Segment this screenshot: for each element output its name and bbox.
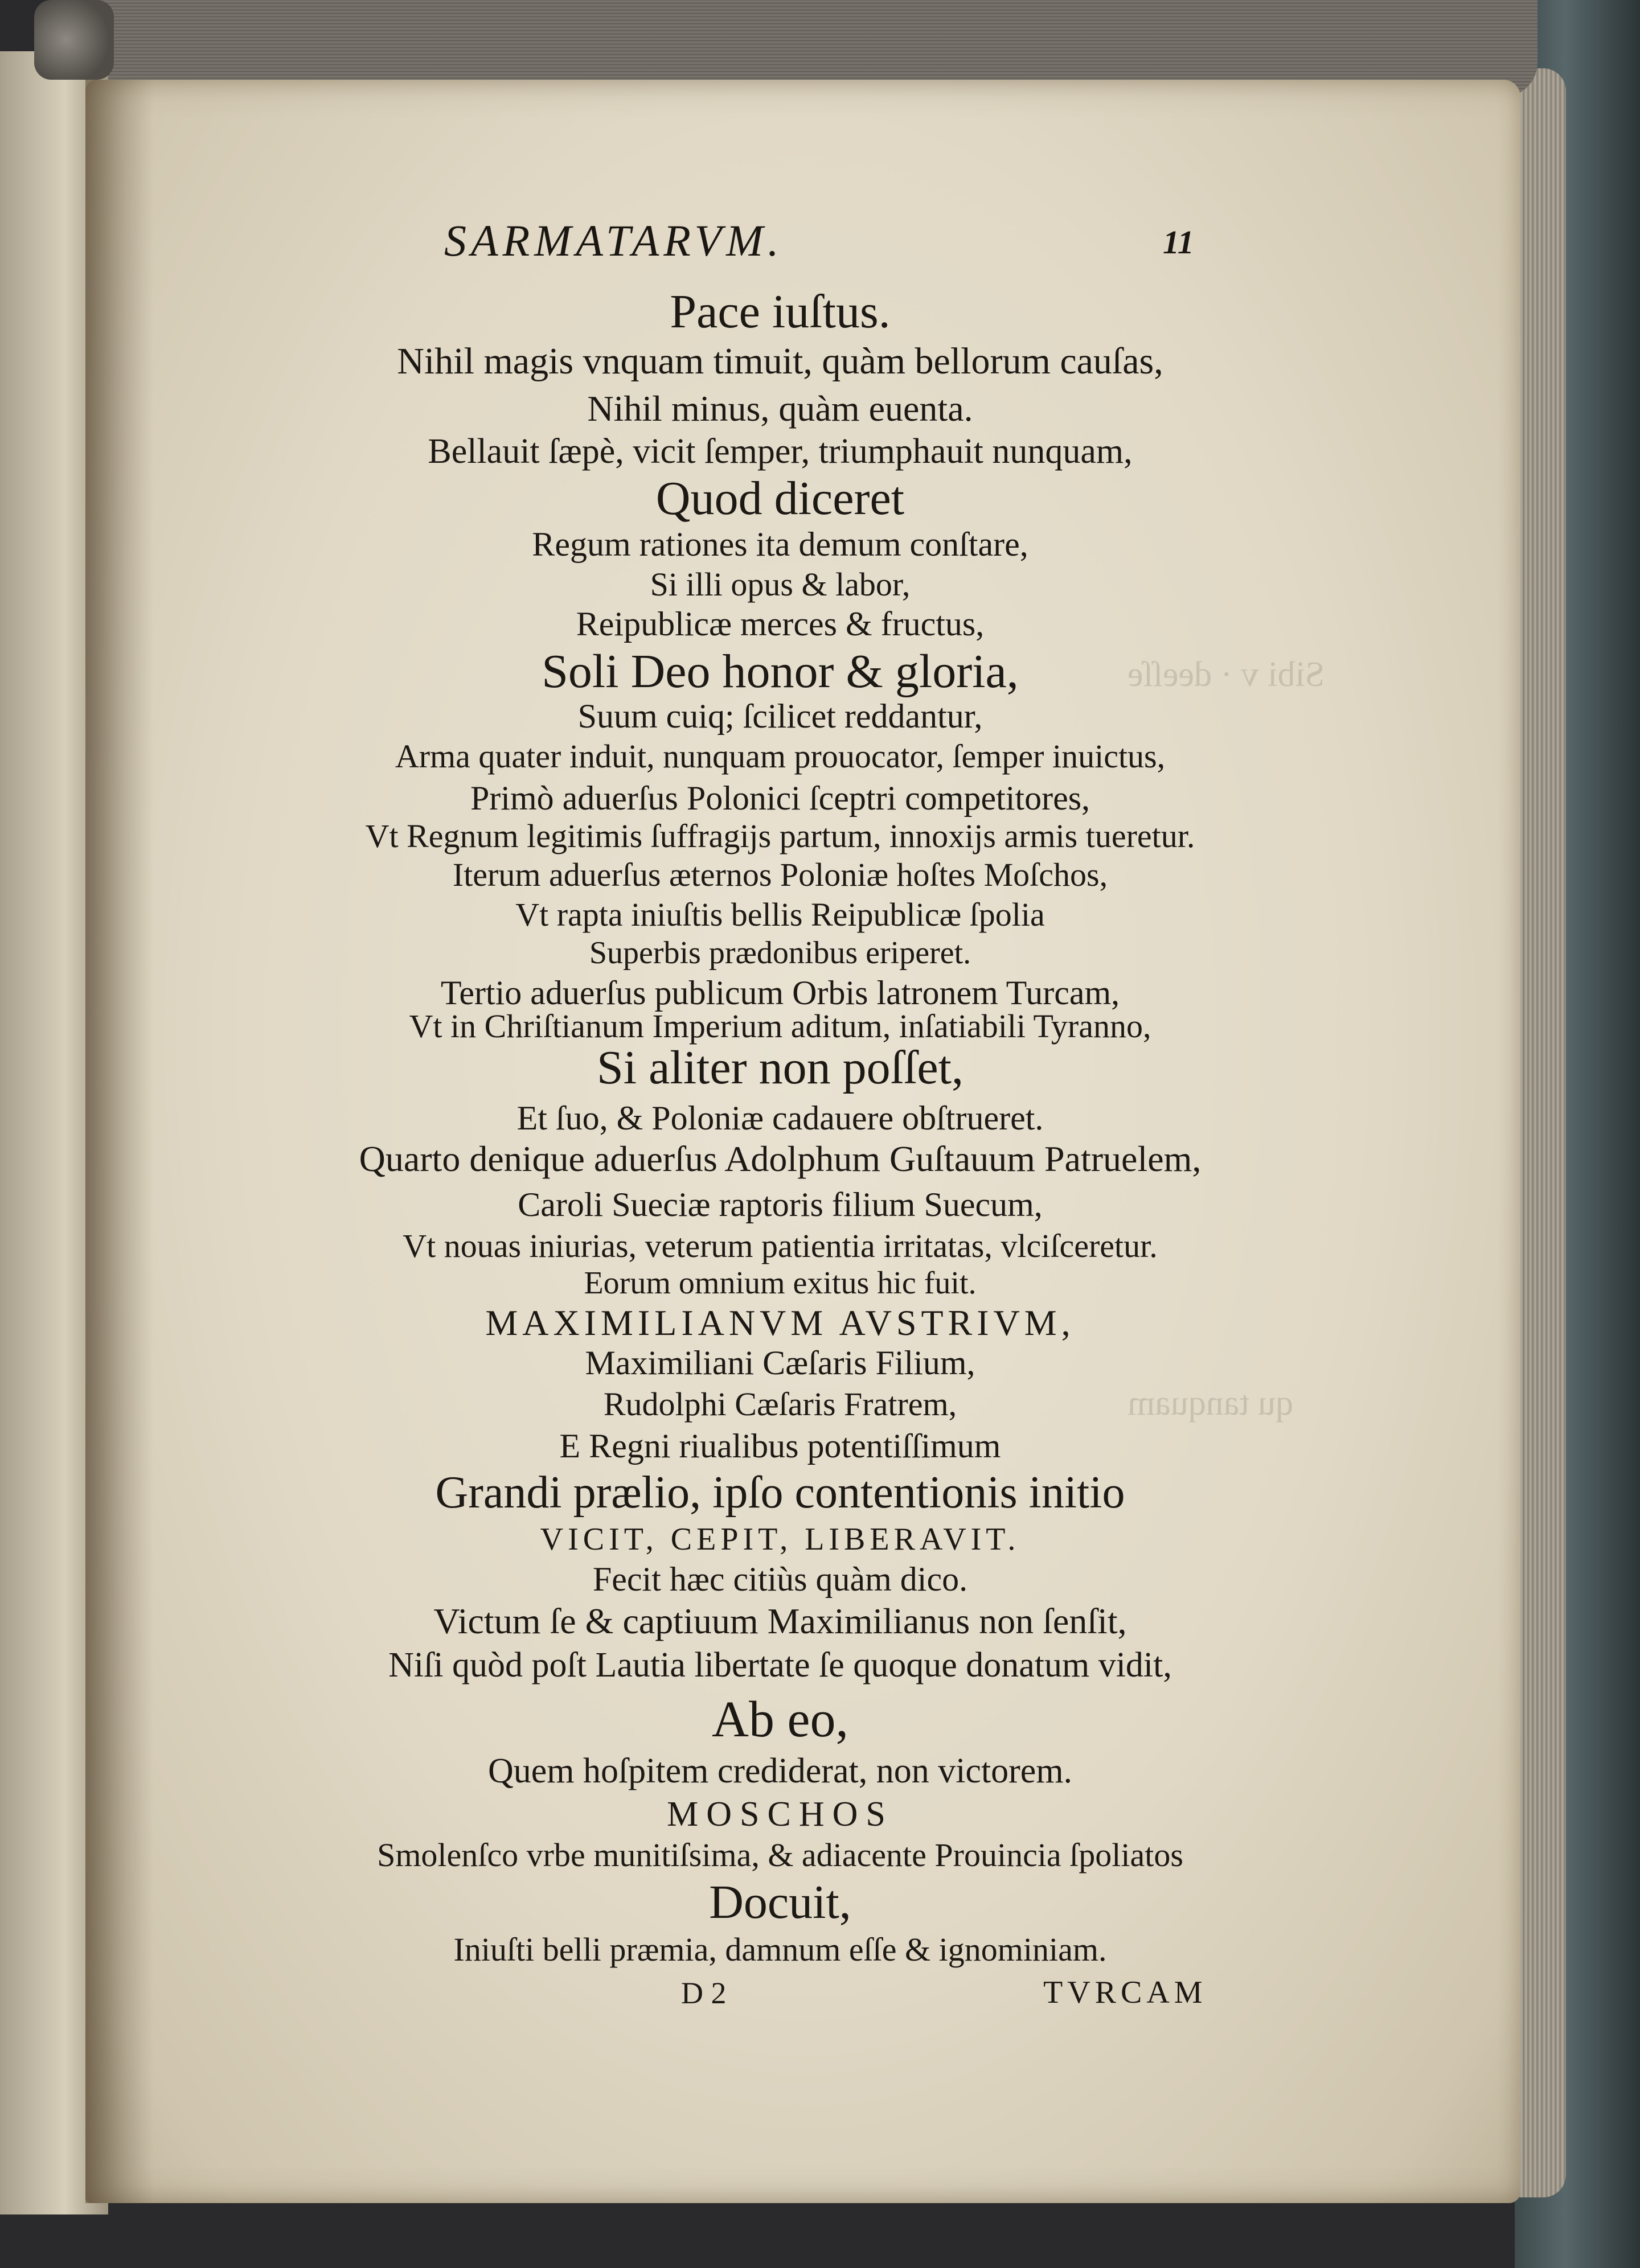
text-line: Docuit,	[709, 1876, 851, 1929]
text-line: Bellauit ſæpè, vicit ſemper, triumphauit nunquam,	[428, 432, 1133, 471]
page-number: 11	[1163, 224, 1194, 261]
text-line: Vt in Chriſtianum Imperium aditum, inſatiabili Tyranno,	[409, 1008, 1151, 1045]
text-line: Victum ſe & captiuum Maximilianus non ſenſit,	[433, 1601, 1127, 1641]
text-line: Soli Deo honor & gloria,	[542, 645, 1019, 698]
signature-mark: D 2	[681, 1976, 727, 2010]
text-line: Caroli Sueciæ raptoris filium Suecum,	[518, 1186, 1043, 1223]
text-line: E Regni riualibus potentiſſimum	[559, 1427, 1001, 1465]
text-line: Quarto denique aduerſus Adolphum Guſtauum Patruelem,	[359, 1139, 1202, 1179]
catchword: TVRCAM	[1043, 1975, 1207, 2010]
text-line: Suum cuiq; ſcilicet reddantur,	[577, 697, 983, 735]
text-line: Tertio aduerſus publicum Orbis latronem Turcam,	[440, 974, 1120, 1012]
text-line: Si aliter non poſſet,	[597, 1041, 964, 1094]
binding-thread	[34, 0, 114, 80]
text-line: MAXIMILIANVM AVSTRIVM,	[485, 1303, 1075, 1343]
text-line: Primò aduerſus Polonici ſceptri competitores,	[470, 779, 1090, 817]
text-line: Niſi quòd poſt Lautia libertate ſe quoque donatum vidit,	[388, 1646, 1172, 1684]
text-line: Nihil minus, quàm euenta.	[587, 388, 973, 429]
text-line: Vt Regnum legitimis ſuffragijs partum, innoxijs armis tueretur.	[365, 817, 1195, 854]
show-through: Sibi v · deeſſe	[1128, 655, 1325, 694]
text-line: Fecit hæc citiùs quàm dico.	[592, 1560, 968, 1598]
text-line: Regum rationes ita demum conſtare,	[532, 525, 1028, 563]
text-line: Si illi opus & labor,	[650, 566, 911, 603]
text-line: Iniuſti belli præmia, damnum eſſe & ignominiam.	[453, 1931, 1107, 1968]
text-line: Reipublicæ merces & fructus,	[576, 605, 985, 643]
text-line: Eorum omnium exitus hic fuit.	[584, 1266, 977, 1301]
text-line: Et ſuo, & Poloniæ cadauere obſtrueret.	[516, 1099, 1044, 1137]
text-line: Vt rapta iniuſtis bellis Reipublicæ ſpolia	[515, 896, 1045, 933]
text-line: VICIT, CEPIT, LIBERAVIT.	[540, 1522, 1020, 1557]
text-line: Iterum aduerſus æternos Poloniæ hoſtes Moſchos,	[452, 856, 1108, 893]
text-line: MOSCHOS	[667, 1795, 893, 1834]
text-line: Arma quater induit, nunquam prouocator, ſemper inuictus,	[395, 738, 1166, 775]
text-line: Nihil magis vnquam timuit, quàm bellorum cauſas,	[397, 340, 1163, 382]
text-line: Quem hoſpitem crediderat, non victorem.	[487, 1752, 1073, 1790]
text-line: Vt nouas iniurias, veterum patientia irritatas, vlciſceretur.	[403, 1227, 1158, 1264]
running-head: SARMATARVM.	[444, 216, 784, 265]
show-through: qu tanquam	[1128, 1384, 1293, 1423]
text-line: Grandi prælio, ipſo contentionis initio	[435, 1468, 1125, 1518]
text-line: Pace iuſtus.	[670, 285, 891, 338]
text-line: Rudolphi Cæſaris Fratrem,	[603, 1386, 957, 1423]
text-line: Ab eo,	[712, 1691, 848, 1748]
text-line: Quod diceret	[655, 472, 905, 525]
text-line: Superbis prædonibus eriperet.	[589, 935, 971, 971]
text-line: Smolenſco vrbe munitiſsima, & adiacente Prouincia ſpoliatos	[377, 1836, 1183, 1873]
text-line: Maximiliani Cæſaris Filium,	[585, 1344, 975, 1382]
